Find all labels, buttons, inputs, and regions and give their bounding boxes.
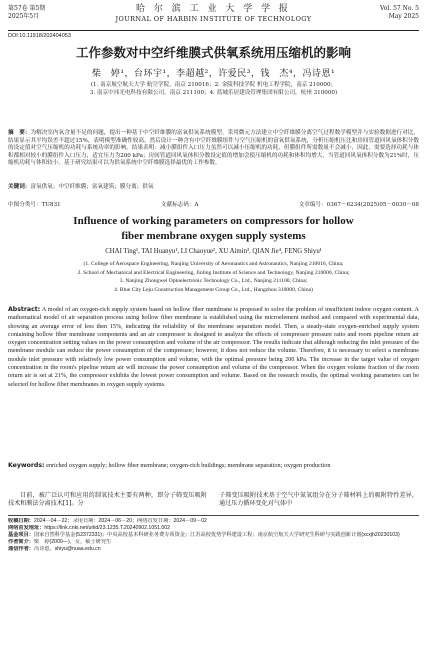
keywords-cn — [8, 184, 419, 192]
footnote-text: 2024－04－22；录用日期：2024－06－20；网络首发日期：2024－09－02 — [33, 518, 207, 524]
footnote-corresponding — [8, 546, 419, 553]
keywords-label-en: Keywords: — [8, 462, 45, 469]
header-center — [8, 4, 419, 24]
affiliations-cn — [20, 82, 407, 98]
keywords-text-en: enriched oxygen supply; hollow fiber membrane; oxygen-rich buildings; membrane separation; oxygen production — [44, 462, 331, 469]
footnote-fund — [8, 532, 419, 539]
affiliation-line: 3. 南京中玮光电科技有限公司，南京 211100；4. 蓝城乐居建设管理集团有限公司，杭州 310000) — [89, 89, 338, 96]
affiliation-line: (1. College of Aerospace Engineering, Nanjing University of Aeronautics and Astronautics, Nanjing 210016, China; — [83, 261, 344, 267]
date-en: May 2025 — [388, 13, 419, 20]
authors-cn: 柴 婷¹，台环宇¹，李超越²，许爱民³，钱 杰⁴，冯诗恩¹ — [91, 69, 336, 79]
footnote-label: 收稿日期： — [8, 518, 34, 524]
abstract-label-cn: 摘 要： — [8, 130, 31, 136]
title-cn: 工作参数对中空纤维膜式供氧系统用压缩机的影响 — [75, 45, 351, 60]
body-column-left: 目前，被广泛认可和应用的制氧技术主要有两种，即分子筛变压吸附技术和膜法分离技术[1]。分 — [8, 492, 207, 508]
body-column-right: 子筛变压吸附技术基于空气中氮氧组分在分子筛材料上的吸附特性差异，通过压力循环变化对气体中 — [219, 492, 418, 508]
affiliation-line: (1. 南京航空航天大学 航空学院，南京 210016；2. 金陵科技学院 机电工程学院，南京 210000； — [90, 82, 337, 88]
affiliation-line: 4. Blue City Leju Construction Management Group Co., Ltd., Hangzhou 310000, China) — [114, 286, 313, 293]
journal-name-en: JOURNAL OF HARBIN INSTITUTE OF TECHNOLOGY — [115, 15, 312, 23]
header-right — [380, 5, 419, 21]
document-code: 文献标志码：A — [160, 202, 199, 208]
date-cn: 2025年5月 — [8, 13, 40, 20]
doi[interactable]: DOI:10.11918/202404053 — [8, 33, 71, 39]
footnote-label: 通信作者： — [8, 546, 34, 553]
footnote-label: 作者简介： — [8, 539, 34, 546]
abstract-label-en: Abstract: — [8, 306, 41, 313]
footnote-label: 网络首发地址： — [8, 525, 45, 532]
classification-meta — [8, 200, 419, 208]
abstract-en — [8, 306, 419, 389]
keywords-en — [8, 462, 419, 470]
article-number: 文章编号：0367－6234(2025)05－0030－08 — [298, 202, 419, 208]
title-en-line: Influence of working parameters on compressors for hollow — [73, 215, 354, 227]
clc-number: 中图分类号：TU831 — [8, 202, 61, 208]
keywords-label-cn: 关键词： — [8, 184, 31, 190]
online-link[interactable]: https://link.cnki.net/urlid/23.1235.T.20240902.1051.002 — [44, 525, 171, 532]
affiliation-line: 2. School of Mechanical and Electrical Engineering, Jinling Institute of Science and Technology, Nanjing 210000, China; — [77, 269, 350, 276]
title-en — [20, 214, 407, 244]
footnote-text: 柴 婷(2000—)，女，硕士研究生 — [33, 539, 112, 546]
journal-header — [8, 4, 419, 31]
footnote-text: 国家自然科学基金(52372331)；中央高校基本科研业务费专项资金；江苏高校优势学科建设工程；南京航空航天大学研究生科研与实践创新计划(xcxjh20230103) — [33, 532, 400, 539]
affiliations-en — [14, 260, 413, 294]
footnote-label: 基金项目： — [8, 532, 34, 539]
abstract-text-en: A model of an oxygen-rich supply system based on hollow fiber membrane is proposed to solve the problem of insufficient indoor oxygen content. A mathematical model of air separation process using hollow fiber membrane is established using the microelement method and compared with experimental data, showing an average error of less then 15%, indicating the reliability of the membrane separation model. Then, a steady-state oxygen-enriched supply system containing hollow fiber membrane components and an air compressor is designed to analyze the effects of compressor pressure ratio and room pipeline return air oxygen concentration setting values on the power consumption and volume of the air compressor. The results indicate that although reducing the inlet pressure of the membrane module can reduce the power consumption of the compressor; however, it does not reduce the volume. Therefore, it is necessary to select a membrane module inlet pressure with relatively low power consumption and volume, with the optimal pressure being 200 kPa. The increase in the target value of oxygen concentration in the room's pipeline return air will increase the power consumption and volume of the compressor. When the oxygen volume fraction of the room return air is set at 21%, the compressor exhibits the lowest power consumption and volume. Based on the research results, the optimal working parameters can be selected for hollow fiber membranes in oxygen supply systems. — [8, 306, 419, 388]
abstract-text-cn: 为解决室内氧含量不足的问题，提出一种基于中空纤维膜的富氧供氧系统模型。采用微元方法建立中空纤维膜分离空气过程数学模型并与实验数据进行对比，结果显示其平均误差不超过15%，表明模型准确性较高。然后设计一种含有中空纤维膜组件与空气压缩机的富氧供氧系统，分析压缩机压比和房间管道回风氧体积分数的设定值对空气压缩机的功耗与系统功率的影响。结果表明：减小膜组件入口压力虽然可以减小压缩机的功耗，但膜组件所需数量不会减小，因此，需要选择功耗与体积都相对较小的膜组件入口压力，适宜压力为200 kPa；房间管道回风氧体积分数设定值的增加会使压缩机的功耗和体积均增大，当管道回风氧体积分数为21%时，压缩机功耗与体积较小。基于研究结果可以为供氧系统中空纤维膜选择最优的工作参数。 — [8, 130, 419, 167]
abstract-cn — [8, 130, 419, 168]
volume-issue-cn: 第57卷 第5期 — [8, 5, 46, 12]
journal-name-cn: 哈 尔 滨 工 业 大 学 学 报 — [136, 4, 291, 14]
corresponding-email[interactable]: 冯诗恩，shiyu@nuaa.edu.cn — [33, 546, 101, 553]
affiliation-line: 3. Nanjing Zhongwei Optoelectronic Technology Co., Ltd., Nanjing 211100, China; — [119, 278, 308, 284]
title-en-line: fiber membrane oxygen supply systems — [121, 230, 306, 242]
footnote-author — [8, 539, 419, 546]
keywords-text-cn: 富氧供氧；中空纤维膜；富氧建筑；膜分离；供氧 — [30, 184, 154, 190]
authors-en: CHAI Ting¹, TAI Huanyu¹, LI Chaoyue², XU Aimin³, QIAN Jie⁴, FENG Shiyu¹ — [105, 248, 322, 255]
volume-issue-en: Vol. 57 No. 5 — [379, 5, 419, 12]
footnotes — [8, 515, 419, 553]
footnote-received — [8, 518, 419, 525]
